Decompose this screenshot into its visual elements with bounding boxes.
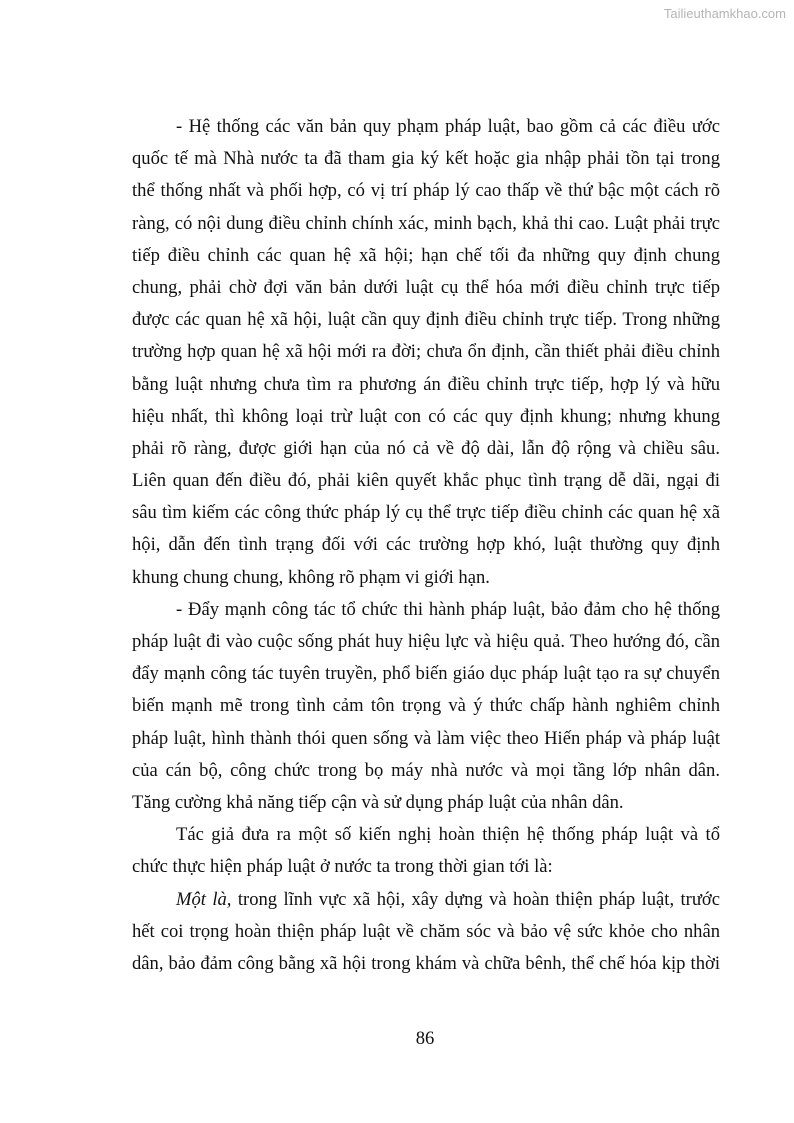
line-text: chung, phải chờ đợi văn bản dưới luật cụ thể hóa mới điều chỉnh trực tiếp — [132, 276, 720, 298]
paragraph — [132, 884, 720, 981]
line-text: Liên quan đến điều đó, phải kiên quyết khắc phục tình trạng dễ dãi, ngại đi — [132, 470, 720, 492]
text-line — [132, 369, 720, 401]
line-text: pháp luật đi vào cuộc sống phát huy hiệu lực và hiệu quả. Theo hướng đó, cần — [132, 631, 720, 652]
line-text: của cán bộ, công chức trong bọ máy nhà nước và mọi tầng lớp nhân dân. — [132, 759, 720, 781]
text-line — [132, 175, 720, 207]
italic-lead: Một là, — [176, 888, 232, 910]
line-text: quốc tế mà Nhà nước ta đã tham gia ký kết hoặc gia nhập phải tồn tại trong — [132, 148, 720, 170]
text-line — [132, 626, 720, 658]
line-text: Tăng cường khả năng tiếp cận và sử dụng pháp luật của nhân dân. — [132, 791, 624, 813]
watermark: Tailieuthamkhao.com — [663, 6, 786, 21]
text-line — [132, 143, 720, 175]
line-text: ràng, có nội dung điều chỉnh chính xác, minh bạch, khả thi cao. Luật phải trực — [132, 212, 720, 234]
line-text: hiệu nhất, thì không loại trừ luật con có các quy định khung; nhưng khung — [132, 405, 720, 427]
line-text: hết coi trọng hoàn thiện pháp luật về chăm sóc và bảo vệ sức khỏe cho nhân — [132, 920, 720, 942]
line-text: tiếp điều chỉnh các quan hệ xã hội; hạn chế tối đa những quy định chung — [132, 244, 720, 266]
line-text: phải rõ ràng, được giới hạn của nó cả về độ dài, lẫn độ rộng và chiều sâu. — [132, 437, 720, 459]
text-line — [132, 851, 720, 883]
line-text: sâu tìm kiếm các công thức pháp lý cụ thể trực tiếp điều chỉnh các quan hệ xã — [132, 502, 720, 524]
page-number: 86 — [415, 1028, 435, 1049]
text-line — [132, 723, 720, 755]
line-text: biến mạnh mẽ trong tình cảm tôn trọng và ý thức chấp hành nghiêm chỉnh — [132, 695, 720, 717]
text-line — [132, 658, 720, 690]
line-text: pháp luật, hình thành thói quen sống và làm việc theo Hiến pháp và pháp luật — [132, 727, 720, 749]
text-line — [132, 884, 720, 916]
line-text: Tác giả đưa ra một số kiến nghị hoàn thiện hệ thống pháp luật và tổ — [176, 824, 720, 846]
text-line — [132, 208, 720, 240]
line-text: trường hợp quan hệ xã hội mới ra đời; chưa ổn định, cần thiết phải điều chỉnh — [132, 341, 720, 363]
text-line — [132, 111, 720, 143]
text-line — [132, 562, 720, 594]
line-text: trong lĩnh vực xã hội, xây dựng và hoàn thiện pháp luật, trước — [231, 888, 720, 910]
line-text: - Đẩy mạnh công tác tổ chức thi hành pháp luật, bảo đảm cho hệ thống — [176, 598, 720, 620]
text-line — [132, 401, 720, 433]
text-line — [132, 465, 720, 497]
text-line — [132, 336, 720, 368]
line-text: khung chung chung, không rõ phạm vi giới hạn. — [132, 566, 490, 588]
line-text: thể thống nhất và phối hợp, có vị trí pháp lý cao thấp về thứ bậc một cách rõ — [132, 180, 720, 202]
line-text: chức thực hiện pháp luật ở nước ta trong thời gian tới là: — [132, 856, 553, 878]
line-text: đẩy mạnh công tác tuyên truyền, phổ biến giáo dục pháp luật tạo ra sự chuyển — [132, 663, 720, 685]
text-line — [132, 497, 720, 529]
line-text: hội, dẫn đến tình trạng đối với các trường hợp khó, luật thường quy định — [132, 534, 720, 556]
text-line — [132, 690, 720, 722]
text-line — [132, 948, 720, 980]
document-body — [132, 111, 720, 980]
line-text: bằng luật nhưng chưa tìm ra phương án điều chỉnh trực tiếp, hợp lý và hữu — [132, 373, 720, 395]
text-line — [132, 594, 720, 626]
text-line — [132, 819, 720, 851]
paragraph — [132, 594, 720, 819]
text-line — [132, 529, 720, 561]
text-line — [132, 433, 720, 465]
text-line — [132, 304, 720, 336]
text-line — [132, 272, 720, 304]
text-line — [132, 916, 720, 948]
paragraph — [132, 111, 720, 594]
text-line — [132, 240, 720, 272]
line-text: - Hệ thống các văn bản quy phạm pháp luật, bao gồm cả các điều ước — [176, 116, 720, 137]
text-line — [132, 755, 720, 787]
line-text: dân, bảo đảm công bằng xã hội trong khám và chữa bênh, thể chế hóa kịp thời — [132, 952, 720, 974]
paragraph — [132, 819, 720, 883]
text-line — [132, 787, 720, 819]
line-text: được các quan hệ xã hội, luật cần quy định điều chỉnh trực tiếp. Trong những — [132, 309, 720, 331]
